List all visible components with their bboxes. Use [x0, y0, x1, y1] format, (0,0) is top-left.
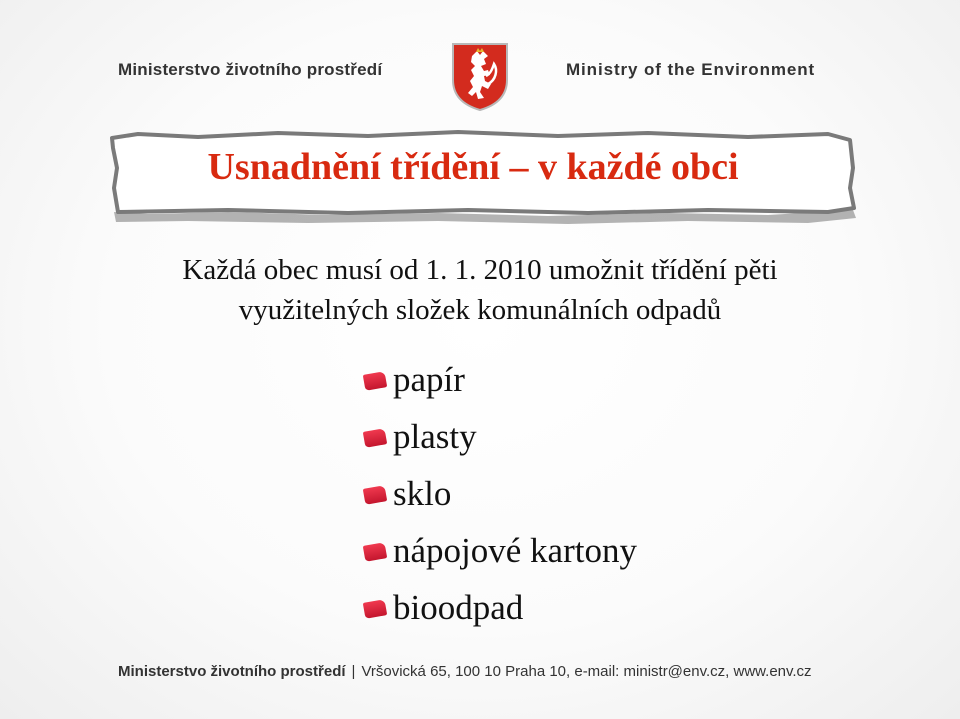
ministry-name-cz: Ministerstvo životního prostředí — [118, 60, 383, 79]
list-item-label: papír — [393, 360, 465, 399]
title-banner — [108, 128, 858, 224]
slide-title: Usnadnění třídění – v každé obci — [207, 146, 739, 188]
list-item-label: plasty — [393, 417, 477, 456]
bullet-icon — [363, 371, 387, 391]
list-item-label: sklo — [393, 474, 452, 513]
bullet-icon — [363, 428, 387, 448]
bullet-icon — [363, 542, 387, 562]
footer-separator: | — [351, 663, 356, 680]
ministry-name-en: Ministry of the Environment — [566, 60, 816, 79]
intro-line-2: využitelných složek komunálních odpadů — [238, 294, 722, 326]
czech-lion-coat-of-arms-icon — [450, 40, 510, 112]
footer-ministry-name: Ministerstvo životního prostředí — [118, 663, 346, 680]
bullet-icon — [363, 599, 387, 619]
footer-contact: Vršovická 65, 100 10 Praha 10, e-mail: ministr@env.cz, www.env.cz — [361, 663, 812, 680]
footer — [118, 663, 812, 680]
list-item-label: bioodpad — [393, 588, 524, 627]
bullet-icon — [363, 485, 387, 505]
intro-line-1: Každá obec musí od 1. 1. 2010 umožnit třídění pěti — [182, 254, 778, 286]
list-item-label: nápojové kartony — [393, 531, 637, 570]
intro-text — [70, 250, 890, 330]
